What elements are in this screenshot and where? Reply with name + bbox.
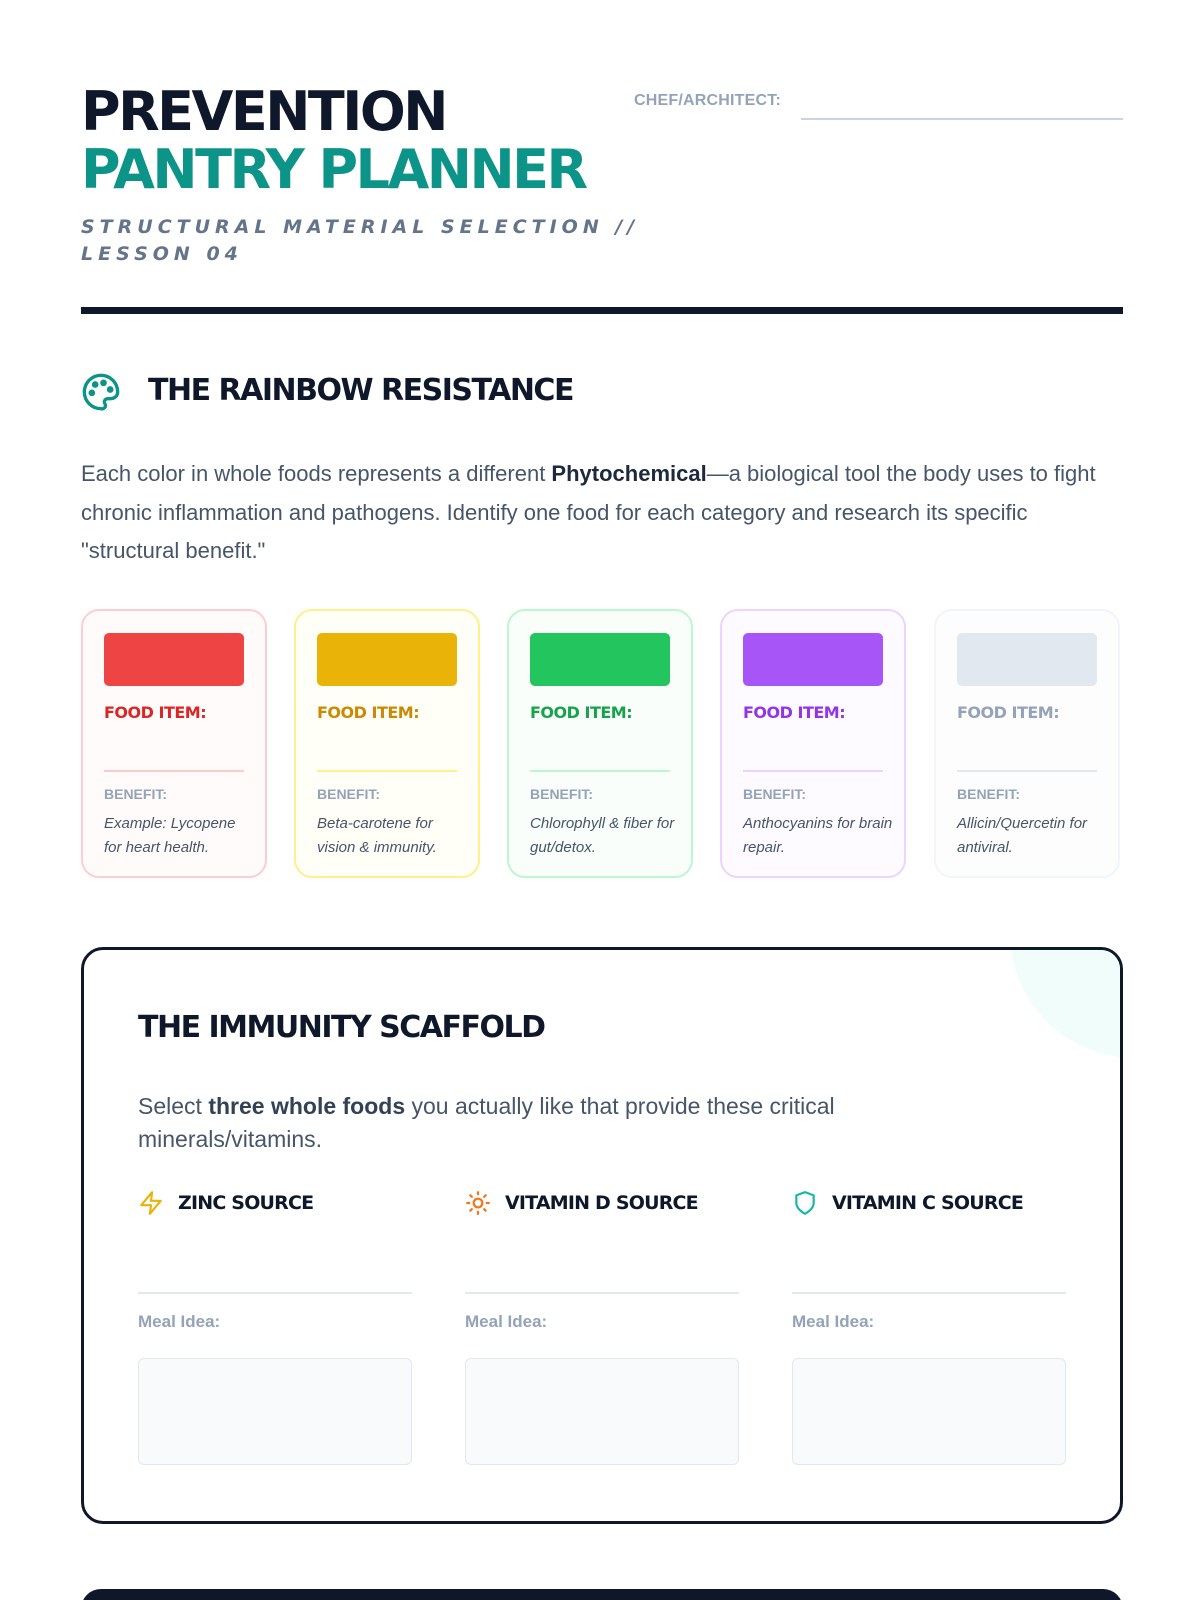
lightning-icon xyxy=(138,1190,164,1216)
food-item-label: FOOD ITEM: xyxy=(957,703,1060,722)
header-divider xyxy=(81,307,1123,314)
color-card xyxy=(81,609,267,878)
rainbow-description: Each color in whole foods represents a different Phytochemical—a biological tool the body uses to fight chronic inflammation and pathogens. Identify one food for each category and research its specific "structural benefit." xyxy=(81,461,1096,563)
food-item-field[interactable] xyxy=(104,770,244,772)
zinc-meal-idea-box[interactable] xyxy=(138,1358,412,1465)
vitamin-c-source-label: VITAMIN C SOURCE xyxy=(832,1192,1024,1214)
meal-idea-label: Meal Idea: xyxy=(792,1312,875,1331)
vitamin-d-source-label: VITAMIN D SOURCE xyxy=(505,1192,698,1214)
benefit-text: Beta-carotene for vision & immunity. xyxy=(317,815,437,856)
sun-icon xyxy=(465,1190,491,1216)
immunity-section-title: THE IMMUNITY SCAFFOLD xyxy=(138,1010,545,1045)
vitamin-c-source-field[interactable] xyxy=(792,1292,1066,1294)
phytochemical-term: Phytochemical xyxy=(551,461,707,486)
benefit-text: Example: Lycopene for heart health. xyxy=(104,815,236,856)
food-item-label: FOOD ITEM: xyxy=(104,703,207,722)
zinc-source-field[interactable] xyxy=(138,1292,412,1294)
food-item-field[interactable] xyxy=(743,770,883,772)
chef-architect-field[interactable] xyxy=(801,118,1123,120)
food-item-field[interactable] xyxy=(530,770,670,772)
vitamin-d-source-field[interactable] xyxy=(465,1292,739,1294)
vitamin-d-meal-idea-box[interactable] xyxy=(465,1358,739,1465)
decorative-circle xyxy=(1010,947,1123,1058)
immunity-section xyxy=(81,947,1123,1524)
zinc-source-label: ZINC SOURCE xyxy=(178,1192,314,1214)
vitamin-c-meal-idea-box[interactable] xyxy=(792,1358,1066,1465)
rainbow-section-title: THE RAINBOW RESISTANCE xyxy=(148,373,573,408)
food-item-label: FOOD ITEM: xyxy=(743,703,846,722)
vitamin-c-column xyxy=(792,1190,1066,1470)
meal-idea-label: Meal Idea: xyxy=(465,1312,548,1331)
palette-icon xyxy=(81,372,121,412)
color-card xyxy=(507,609,693,878)
immunity-description: Select three whole foods you actually like that provide these critical minerals/vitamins. xyxy=(138,1093,835,1152)
color-swatch xyxy=(530,633,670,686)
benefit-text: Chlorophyll & fiber for gut/detox. xyxy=(530,815,675,856)
benefit-label: BENEFIT: xyxy=(104,786,167,802)
benefit-text: Allicin/Quercetin for antiviral. xyxy=(957,815,1088,856)
color-swatch xyxy=(317,633,457,686)
color-swatch xyxy=(104,633,244,686)
food-item-field[interactable] xyxy=(317,770,457,772)
food-item-field[interactable] xyxy=(957,770,1097,772)
next-section-header xyxy=(81,1589,1123,1600)
color-swatch xyxy=(743,633,883,686)
benefit-label: BENEFIT: xyxy=(317,786,380,802)
shield-icon xyxy=(792,1190,818,1216)
benefit-label: BENEFIT: xyxy=(743,786,806,802)
food-item-label: FOOD ITEM: xyxy=(530,703,633,722)
meal-idea-label: Meal Idea: xyxy=(138,1312,221,1331)
title-line-2: PANTRY PLANNER xyxy=(81,138,586,201)
chef-architect-label: CHEF/ARCHITECT: xyxy=(634,92,781,109)
benefit-label: BENEFIT: xyxy=(957,786,1020,802)
zinc-column xyxy=(138,1190,412,1470)
color-card xyxy=(934,609,1120,878)
subtitle: STRUCTURAL MATERIAL SELECTION // LESSON 04 xyxy=(81,216,640,265)
color-card xyxy=(294,609,480,878)
title-line-1: PREVENTION xyxy=(81,80,446,143)
color-card xyxy=(720,609,906,878)
food-item-label: FOOD ITEM: xyxy=(317,703,420,722)
benefit-label: BENEFIT: xyxy=(530,786,593,802)
vitamin-d-column xyxy=(465,1190,739,1470)
color-swatch xyxy=(957,633,1097,686)
benefit-text: Anthocyanins for brain repair. xyxy=(743,815,893,856)
